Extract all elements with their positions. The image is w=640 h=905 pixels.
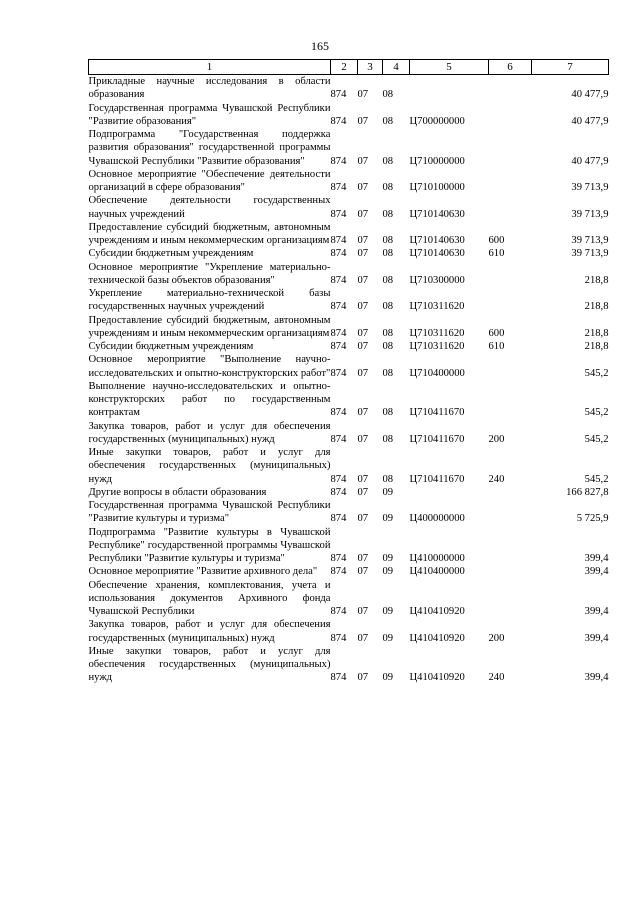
table-row — [89, 380, 609, 420]
row-name: Государственная программа Чувашской Республики "Развитие культуры и туризма" — [88, 500, 331, 525]
row-sum: 40 477,9 — [571, 155, 609, 167]
row-gr: 874 — [330, 553, 347, 564]
row-sum: 166 827,8 — [566, 486, 609, 498]
row-pr: 09 — [382, 553, 394, 564]
row-vr: 240 — [488, 473, 505, 485]
row-name: Обеспечение деятельности государственных научных учреждений — [88, 195, 331, 220]
row-pr: 08 — [382, 367, 394, 379]
row-rz: 07 — [357, 566, 369, 578]
row-gr: 874 — [330, 155, 347, 167]
row-pr: 08 — [382, 327, 394, 339]
row-cs: Ц710140630 — [409, 208, 465, 220]
row-gr: 874 — [330, 235, 347, 246]
row-gr: 874 — [330, 606, 347, 617]
row-cs: Ц710400000 — [409, 367, 465, 379]
row-name: Субсидии бюджетным учреждениям — [88, 248, 254, 260]
row-gr: 874 — [330, 182, 347, 193]
table-row — [89, 486, 609, 499]
row-rz: 07 — [357, 606, 369, 617]
table-row — [89, 102, 609, 129]
row-sum: 545,2 — [584, 407, 609, 419]
row-rz: 07 — [357, 632, 369, 644]
row-vr — [489, 261, 532, 288]
row-cs: Ц710311620 — [409, 327, 465, 339]
row-name: Закупка товаров, работ и услуг для обеспечения государственных (муниципальных) нужд — [88, 420, 331, 445]
row-vr — [489, 102, 532, 129]
row-gr: 874 — [330, 367, 347, 379]
row-vr — [489, 579, 532, 619]
row-name: Обеспечение хранения, комплектования, учета и использования документов Архивного фонда Чувашской Республики — [88, 579, 331, 617]
row-cs: Ц410410920 — [409, 632, 465, 644]
row-vr — [489, 194, 532, 221]
row-sum: 545,2 — [584, 473, 609, 485]
row-cs: Ц410400000 — [409, 566, 465, 578]
row-sum: 40 477,9 — [571, 89, 609, 101]
row-rz: 07 — [357, 341, 369, 352]
row-gr: 874 — [330, 632, 347, 644]
row-vr — [489, 565, 532, 578]
row-sum: 218,8 — [584, 341, 609, 352]
row-pr: 09 — [382, 606, 394, 617]
row-sum: 399,4 — [584, 566, 609, 578]
row-pr: 09 — [382, 513, 394, 525]
row-vr — [489, 526, 532, 566]
row-sum: 5 725,9 — [576, 513, 609, 525]
row-name: Прикладные научные исследования в области образования — [88, 76, 331, 101]
row-name: Субсидии бюджетным учреждениям — [88, 341, 254, 352]
column-header: 7 — [532, 60, 609, 75]
row-rz: 07 — [357, 433, 369, 445]
table-row — [89, 645, 609, 685]
row-pr: 08 — [382, 473, 394, 485]
row-sum: 399,4 — [584, 553, 609, 564]
table-row — [89, 353, 609, 380]
row-name: Укрепление материально-технической базы государственных научных учреждений — [88, 288, 331, 313]
table-row — [89, 314, 609, 341]
row-rz: 07 — [357, 473, 369, 485]
table-row — [89, 526, 609, 566]
table-row — [89, 340, 609, 353]
row-name: Предоставление субсидий бюджетным, автономным учреждениям и иным некоммерческим организациям — [88, 221, 331, 246]
row-cs: Ц400000000 — [409, 513, 465, 525]
row-gr: 874 — [330, 248, 347, 260]
row-name: Иные закупки товаров, работ и услуг для обеспечения государственных (муниципальных) нужд — [88, 447, 331, 485]
row-name: Подпрограмма "Государственная поддержка развития образования" государственной программы Чувашской Республики "Развитие образования" — [88, 129, 331, 167]
row-rz: 07 — [357, 367, 369, 379]
row-vr: 600 — [488, 327, 505, 339]
column-header: 3 — [358, 60, 383, 75]
row-vr — [489, 499, 532, 526]
row-pr: 08 — [382, 235, 394, 246]
table-row — [89, 168, 609, 195]
row-vr: 610 — [488, 248, 505, 260]
table-row — [89, 128, 609, 168]
table-row — [89, 287, 609, 314]
row-vr: 600 — [488, 235, 505, 246]
row-cs: Ц710100000 — [409, 182, 465, 193]
row-cs: Ц710311620 — [409, 341, 465, 352]
row-sum: 218,8 — [584, 274, 609, 286]
row-rz: 07 — [357, 553, 369, 564]
row-rz: 07 — [357, 274, 369, 286]
table-row — [89, 221, 609, 248]
row-gr: 874 — [330, 566, 347, 578]
row-sum: 39 713,9 — [571, 235, 609, 246]
row-name: Выполнение научно-исследовательских и опытно-конструкторских работ по государственным контрактам — [88, 380, 331, 419]
row-sum: 39 713,9 — [571, 182, 609, 193]
row-pr: 08 — [382, 407, 394, 419]
row-vr: 240 — [488, 672, 505, 684]
row-pr: 09 — [382, 486, 394, 498]
row-name: Предоставление субсидий бюджетным, автономным учреждениям и иным некоммерческим организациям — [88, 314, 331, 339]
row-vr: 610 — [488, 341, 505, 352]
row-pr: 09 — [382, 566, 394, 578]
table-row — [89, 499, 609, 526]
row-name: Основное мероприятие "Развитие архивного дела" — [88, 566, 318, 578]
column-header: 1 — [89, 60, 331, 75]
row-rz: 07 — [357, 115, 369, 127]
row-pr: 09 — [382, 632, 394, 644]
row-sum: 399,4 — [584, 606, 609, 617]
row-cs: Ц710140630 — [409, 248, 465, 260]
row-rz: 07 — [357, 513, 369, 525]
row-cs: Ц710300000 — [409, 274, 465, 286]
row-vr — [489, 486, 532, 499]
row-pr: 08 — [382, 89, 394, 101]
row-pr: 08 — [382, 433, 394, 445]
row-gr: 874 — [330, 433, 347, 445]
table-row — [89, 247, 609, 260]
row-cs: Ц710411670 — [409, 433, 465, 445]
row-pr: 08 — [382, 341, 394, 352]
row-sum: 218,8 — [584, 301, 609, 313]
row-name: Основное мероприятие "Обеспечение деятельности организаций в сфере образования" — [88, 168, 331, 193]
row-gr: 874 — [330, 89, 347, 101]
budget-table — [88, 59, 609, 685]
row-name: Закупка товаров, работ и услуг для обеспечения государственных (муниципальных) нужд — [88, 619, 331, 644]
row-name: Подпрограмма "Развитие культуры в Чувашской Республике" государственной программы Чувашской Республики "Развитие культуры и туризма" — [88, 526, 331, 564]
row-rz: 07 — [357, 248, 369, 260]
row-pr: 09 — [382, 672, 394, 684]
row-vr: 200 — [488, 433, 505, 445]
row-pr: 08 — [382, 115, 394, 127]
row-cs: Ц710140630 — [409, 235, 465, 246]
row-gr: 874 — [330, 327, 347, 339]
row-pr: 08 — [382, 301, 394, 313]
row-rz: 07 — [357, 235, 369, 246]
row-name: Государственная программа Чувашской Республики "Развитие образования" — [88, 102, 331, 127]
column-header: 4 — [383, 60, 410, 75]
row-pr: 08 — [382, 182, 394, 193]
row-rz: 07 — [357, 89, 369, 101]
row-cs — [410, 486, 489, 499]
row-cs — [410, 75, 489, 102]
row-sum: 39 713,9 — [571, 208, 609, 220]
row-name: Иные закупки товаров, работ и услуг для обеспечения государственных (муниципальных) нужд — [88, 645, 331, 684]
row-cs: Ц700000000 — [409, 115, 465, 127]
row-pr: 08 — [382, 274, 394, 286]
page-number: 165 — [311, 39, 329, 53]
row-vr: 200 — [488, 632, 505, 644]
row-vr — [489, 287, 532, 314]
row-name: Основное мероприятие "Выполнение научно-исследовательских и опытно-конструкторских работ" — [88, 354, 331, 379]
row-sum: 218,8 — [584, 327, 609, 339]
row-pr: 08 — [382, 208, 394, 220]
row-vr — [489, 380, 532, 420]
row-rz: 07 — [357, 486, 369, 498]
table-header-row — [89, 60, 609, 75]
row-rz: 07 — [357, 155, 369, 167]
row-name: Другие вопросы в области образования — [88, 486, 267, 498]
row-sum: 399,4 — [584, 632, 609, 644]
table-row — [89, 565, 609, 578]
row-gr: 874 — [330, 208, 347, 220]
column-header: 5 — [410, 60, 489, 75]
row-gr: 874 — [330, 301, 347, 313]
row-pr: 08 — [382, 248, 394, 260]
row-gr: 874 — [330, 407, 347, 419]
table-row — [89, 579, 609, 619]
row-sum: 40 477,9 — [571, 115, 609, 127]
row-gr: 874 — [330, 672, 347, 684]
row-vr — [489, 353, 532, 380]
row-cs: Ц410410920 — [409, 606, 465, 617]
row-gr: 874 — [330, 115, 347, 127]
row-gr: 874 — [330, 473, 347, 485]
table-row — [89, 75, 609, 102]
table-row — [89, 420, 609, 447]
table-row — [89, 618, 609, 645]
row-gr: 874 — [330, 513, 347, 525]
row-pr: 08 — [382, 155, 394, 167]
row-cs: Ц710000000 — [409, 155, 465, 167]
column-header: 2 — [331, 60, 358, 75]
row-name: Основное мероприятие "Укрепление материально-технической базы объектов образования" — [88, 261, 331, 286]
row-rz: 07 — [357, 301, 369, 313]
row-sum: 399,4 — [584, 672, 609, 684]
table-row — [89, 446, 609, 486]
row-rz: 07 — [357, 182, 369, 193]
row-vr — [489, 168, 532, 195]
row-gr: 874 — [330, 341, 347, 352]
row-rz: 07 — [357, 327, 369, 339]
row-gr: 874 — [330, 486, 347, 498]
row-vr — [489, 75, 532, 102]
row-cs: Ц410410920 — [409, 672, 465, 684]
row-rz: 07 — [357, 208, 369, 220]
row-sum: 39 713,9 — [571, 248, 609, 260]
row-sum: 545,2 — [584, 367, 609, 379]
row-gr: 874 — [330, 274, 347, 286]
row-cs: Ц410000000 — [409, 553, 465, 564]
table-row — [89, 194, 609, 221]
row-rz: 07 — [357, 672, 369, 684]
column-header: 6 — [489, 60, 532, 75]
row-cs: Ц710311620 — [409, 301, 465, 313]
row-cs: Ц710411670 — [409, 407, 465, 419]
table-row — [89, 261, 609, 288]
row-cs: Ц710411670 — [409, 473, 465, 485]
row-rz: 07 — [357, 407, 369, 419]
row-vr — [489, 128, 532, 168]
row-sum: 545,2 — [584, 433, 609, 445]
